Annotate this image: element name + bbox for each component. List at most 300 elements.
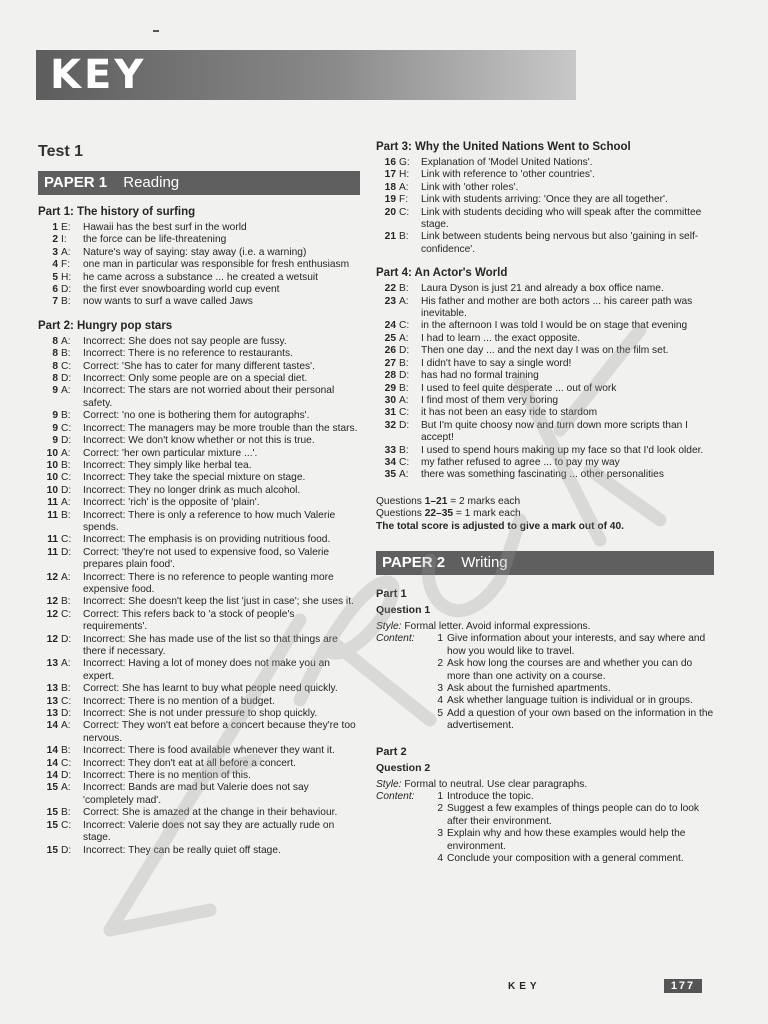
content-number: 1 <box>437 633 443 645</box>
answer-number: 22 <box>384 283 396 295</box>
answer-letter: B: <box>61 459 71 471</box>
answer-row <box>376 445 716 457</box>
marks-line-1 <box>376 496 716 508</box>
answer-number: 12 <box>46 596 58 608</box>
part3-title: Part 3: Why the United Nations Went to School <box>376 141 631 153</box>
answer-row <box>38 296 360 308</box>
answer-row <box>38 770 360 782</box>
answer-text: Link with students arriving: 'Once they are all together'. <box>421 194 668 206</box>
answer-number: 25 <box>384 332 396 344</box>
content-label <box>376 828 431 853</box>
writing-question2-title: Question 2 <box>376 761 431 774</box>
answer-row <box>38 708 360 720</box>
answer-letter: A: <box>61 447 71 459</box>
answer-number: 33 <box>384 444 396 456</box>
answer-number: 15 <box>46 819 58 831</box>
answer-number: 30 <box>384 394 396 406</box>
writing-part2-content <box>376 791 716 865</box>
answer-text: Correct: 'they're not used to expensive food, so Valerie prepares plain food'. <box>83 546 330 571</box>
answer-text: Incorrect: There is no mention of a budget. <box>83 695 275 707</box>
answer-letter: D: <box>399 345 410 357</box>
answer-number: 5 <box>52 271 58 283</box>
answer-number: 11 <box>47 546 58 558</box>
writing-part2-style <box>376 779 716 791</box>
answer-number: 12 <box>46 608 58 620</box>
answer-number: 4 <box>52 259 58 271</box>
answer-number: 8 <box>52 335 58 347</box>
answer-text: Incorrect: Valerie does not say they are actually rude on stage. <box>83 819 335 844</box>
content-item <box>376 828 716 853</box>
answer-number: 11 <box>47 509 58 521</box>
answer-row <box>38 485 360 497</box>
answer-number: 15 <box>46 782 58 794</box>
answer-letter: B: <box>399 283 409 295</box>
answer-text: His father and mother are both actors ... his career path was inevitable. <box>421 295 693 320</box>
content-text: Conclude your composition with a general comment. <box>447 853 684 865</box>
part1-answers <box>38 222 360 309</box>
answer-text: one man in particular was responsible for fresh enthusiasm <box>83 259 350 271</box>
part4-title: Part 4: An Actor's World <box>376 267 508 280</box>
answer-letter: C: <box>61 534 72 546</box>
answer-text: Incorrect: The emphasis is on providing nutritious food. <box>83 534 331 546</box>
answer-letter: I: <box>61 234 67 246</box>
answer-text: Link with students deciding who will speak after the committee stage. <box>421 206 702 231</box>
answer-row <box>38 634 360 659</box>
answer-letter: D: <box>61 284 72 296</box>
content-item <box>376 708 716 733</box>
answer-number: 34 <box>384 456 396 468</box>
answer-letter: D: <box>61 373 72 385</box>
content-label <box>376 658 431 683</box>
answer-letter: A: <box>61 571 71 583</box>
answer-letter: A: <box>399 295 409 307</box>
answer-letter: A: <box>61 720 71 732</box>
answer-text: Incorrect: She is not under pressure to shop quickly. <box>83 708 318 720</box>
answer-number: 8 <box>52 373 58 385</box>
part4-answers <box>376 283 716 482</box>
content-text: Introduce the topic. <box>447 791 534 803</box>
answer-row <box>38 758 360 770</box>
content-label <box>376 695 431 707</box>
answer-text: Laura Dyson is just 21 and already a box office name. <box>421 283 664 295</box>
marks-total: The total score is adjusted to give a mark out of 40. <box>376 520 624 532</box>
answer-text: Incorrect: They can be really quiet off stage. <box>83 844 281 856</box>
answer-number: 8 <box>52 360 58 372</box>
answer-text: I used to feel quite desperate ... out of work <box>421 382 617 394</box>
answer-number: 10 <box>46 447 58 459</box>
answer-text: the force can be life-threatening <box>83 234 227 246</box>
answer-row <box>376 345 716 357</box>
answer-number: 19 <box>384 194 396 206</box>
key-title: KEY <box>50 52 147 98</box>
answer-text: Link with reference to 'other countries'. <box>421 169 595 181</box>
answer-number: 13 <box>46 708 58 720</box>
marks-line-1-range: 1–21 <box>424 495 448 507</box>
answer-text: Incorrect: Only some people are on a special diet. <box>83 373 308 385</box>
answer-number: 10 <box>46 484 58 496</box>
answer-letter: B: <box>399 231 409 243</box>
answer-row <box>376 283 716 295</box>
answer-number: 6 <box>52 284 58 296</box>
answer-text: now wants to surf a wave called Jaws <box>83 296 253 308</box>
answer-number: 3 <box>52 246 58 258</box>
answer-letter: C: <box>61 422 72 434</box>
content-number: 2 <box>437 658 443 670</box>
answer-text: Incorrect: Having a lot of money does not make you an expert. <box>83 658 330 682</box>
answer-text: Incorrect: They no longer drink as much alcohol. <box>83 484 301 496</box>
answer-number: 14 <box>46 770 58 782</box>
answer-row <box>38 472 360 484</box>
answer-row <box>376 358 716 370</box>
answer-letter: A: <box>61 246 71 258</box>
answer-number: 17 <box>384 169 396 181</box>
answer-text: Correct: They won't eat before a concert because they're too nervous. <box>83 720 356 744</box>
answer-text: Incorrect: The managers may be more trouble than the stars. <box>83 422 358 434</box>
marks-line-2-range: 22–35 <box>424 508 454 520</box>
answer-text: Hawaii has the best surf in the world <box>83 222 247 233</box>
answer-letter: G: <box>399 157 410 168</box>
content-label: Content: <box>376 791 415 803</box>
answer-row <box>38 284 360 296</box>
answer-text: Incorrect: There is food available whenever they want it. <box>83 745 335 757</box>
content-text: Add a question of your own based on the information in the advertisement. <box>447 707 714 732</box>
answer-row <box>38 720 360 745</box>
answer-row <box>38 807 360 819</box>
paper2-name: Writing <box>461 553 508 571</box>
answer-number: 16 <box>384 157 396 168</box>
answer-row <box>376 407 716 419</box>
answer-text: Incorrect: There is no reference to restaurants. <box>83 348 293 360</box>
content-number: 3 <box>437 828 443 840</box>
answer-text: Correct: 'She has to cater for many different tastes'. <box>83 360 315 372</box>
answer-number: 26 <box>384 345 396 357</box>
content-item <box>376 791 716 803</box>
answer-number: 20 <box>384 206 396 218</box>
answer-letter: B: <box>61 509 71 521</box>
answer-letter: B: <box>61 807 71 819</box>
answer-number: 31 <box>384 407 396 419</box>
answer-letter: B: <box>61 348 71 360</box>
answer-text: there was something fascinating ... other personalities <box>421 469 664 481</box>
answer-letter: B: <box>61 683 71 695</box>
answer-letter: B: <box>399 382 409 394</box>
part1-title: Part 1: The history of surfing <box>38 206 196 218</box>
answer-row <box>38 373 360 385</box>
answer-row <box>376 383 716 395</box>
content-label: Content: <box>376 633 415 645</box>
answer-row <box>376 231 716 256</box>
answer-number: 7 <box>52 296 58 308</box>
content-item <box>376 853 716 865</box>
answer-row <box>38 510 360 535</box>
content-number: 5 <box>437 707 443 719</box>
answer-number: 32 <box>384 419 396 431</box>
answer-row <box>38 247 360 259</box>
answer-row <box>376 370 716 382</box>
answer-text: Incorrect: There is only a reference to how much Valerie spends. <box>83 509 336 533</box>
answer-number: 9 <box>52 410 58 422</box>
answer-letter: D: <box>399 419 410 431</box>
marks-line-2-rest: = 1 mark each <box>453 508 521 520</box>
answer-row <box>38 820 360 845</box>
answer-text: Correct: 'no one is bothering them for autographs'. <box>83 410 310 422</box>
content-text: Give information about your interests, and say where and how you would like to travel. <box>447 633 706 657</box>
answer-letter: A: <box>61 782 71 794</box>
content-item <box>376 695 716 707</box>
stray-mark <box>153 30 159 32</box>
answer-letter: B: <box>61 745 71 757</box>
answer-letter: C: <box>399 320 410 332</box>
paper1-name: Reading <box>123 174 180 191</box>
answer-row <box>38 609 360 634</box>
answer-row <box>38 683 360 695</box>
answer-letter: D: <box>61 844 72 856</box>
answer-number: 1 <box>52 222 58 233</box>
answer-text: Incorrect: They take the special mixture on stage. <box>83 472 306 484</box>
answer-row <box>38 348 360 360</box>
answer-text: I find most of them very boring <box>421 394 559 406</box>
answer-number: 11 <box>47 534 58 546</box>
answer-row <box>38 596 360 608</box>
answer-row <box>38 448 360 460</box>
answer-text: I had to learn ... the exact opposite. <box>421 332 581 344</box>
answer-letter: D: <box>61 633 72 645</box>
style-label: Style: <box>376 778 402 790</box>
answer-row <box>376 420 716 445</box>
answer-letter: D: <box>61 770 72 782</box>
answer-letter: A: <box>61 658 71 670</box>
answer-text: Explanation of 'Model United Nations'. <box>421 157 593 168</box>
answer-letter: C: <box>399 456 410 468</box>
part3-answers <box>376 157 716 256</box>
answer-number: 12 <box>46 571 58 583</box>
answer-row <box>376 320 716 332</box>
answer-number: 23 <box>384 295 396 307</box>
answer-row <box>38 234 360 246</box>
writing-part1-style <box>376 621 716 633</box>
answer-number: 8 <box>52 348 58 360</box>
answer-row <box>38 222 360 234</box>
answer-row <box>38 336 360 348</box>
answer-row <box>38 259 360 271</box>
answer-row <box>38 534 360 546</box>
answer-text: Incorrect: She does not say people are fussy. <box>83 335 287 347</box>
answer-row <box>38 782 360 807</box>
answer-letter: F: <box>399 194 409 206</box>
answer-row <box>38 410 360 422</box>
left-column <box>38 142 360 857</box>
content-text: Explain why and how these examples would help the environment. <box>447 828 686 852</box>
paper2-bar <box>376 551 714 575</box>
answer-letter: C: <box>61 757 72 769</box>
answer-row <box>38 845 360 857</box>
content-text: Ask whether language tuition is individual or in groups. <box>447 695 693 707</box>
marks-line-2 <box>376 508 716 520</box>
writing-part1-title: Part 1 <box>376 587 407 600</box>
style-text: Formal to neutral. Use clear paragraphs. <box>404 778 588 790</box>
answer-text: Correct: She is amazed at the change in their behaviour. <box>83 807 338 819</box>
marks-line-1-prefix: Questions <box>376 495 425 507</box>
answer-number: 13 <box>46 683 58 695</box>
answer-number: 24 <box>384 320 396 332</box>
answer-number: 14 <box>46 720 58 732</box>
answer-letter: C: <box>61 819 72 831</box>
answer-row <box>376 194 716 206</box>
answer-number: 35 <box>384 469 396 481</box>
answer-letter: C: <box>61 472 72 484</box>
content-label <box>376 853 431 865</box>
answer-row <box>376 333 716 345</box>
answer-letter: F: <box>61 259 71 271</box>
answer-row <box>376 182 716 194</box>
answer-letter: D: <box>61 546 72 558</box>
answer-letter: D: <box>61 435 72 447</box>
answer-letter: B: <box>61 410 71 422</box>
answer-letter: H: <box>61 271 72 283</box>
answer-row <box>38 423 360 435</box>
answer-row <box>38 572 360 597</box>
answer-number: 9 <box>52 435 58 447</box>
content-item <box>376 658 716 683</box>
answer-row <box>38 696 360 708</box>
answer-number: 10 <box>46 472 58 484</box>
answer-row <box>376 157 716 169</box>
answer-text: Incorrect: Bands are mad but Valerie does not say 'completely mad'. <box>83 782 309 806</box>
answer-number: 12 <box>46 633 58 645</box>
writing-part2-title: Part 2 <box>376 745 407 758</box>
answer-text: Incorrect: The stars are not worried about their personal safety. <box>83 385 335 409</box>
answer-letter: B: <box>61 596 71 608</box>
writing-part1-content <box>376 633 716 732</box>
answer-number: 15 <box>46 844 58 856</box>
paper1-number: PAPER 1 <box>44 174 108 191</box>
page-number: 177 <box>664 979 702 993</box>
answer-number: 28 <box>384 370 396 382</box>
answer-row <box>38 460 360 472</box>
content-item <box>376 803 716 828</box>
answer-letter: C: <box>61 608 72 620</box>
answer-text: he came across a substance ... he created a wetsuit <box>83 271 319 283</box>
writing-question1-title: Question 1 <box>376 603 431 616</box>
answer-row <box>376 207 716 232</box>
paper2-number: PAPER 2 <box>382 553 446 571</box>
answer-text: Incorrect: She doesn't keep the list 'just in case'; she uses it. <box>83 596 354 608</box>
answer-text: Incorrect: They simply like herbal tea. <box>83 459 252 471</box>
marks-line-1-rest: = 2 marks each <box>447 495 521 507</box>
answer-letter: H: <box>399 169 410 181</box>
answer-text: Correct: This refers back to 'a stock of people's requirements'. <box>83 608 295 633</box>
answer-row <box>38 361 360 373</box>
content-label <box>376 803 431 828</box>
key-banner <box>36 50 576 100</box>
answer-text: I used to spend hours making up my face so that I'd look older. <box>421 444 704 456</box>
answer-letter: C: <box>61 360 72 372</box>
content-number: 3 <box>437 683 443 694</box>
answer-letter: C: <box>61 695 72 707</box>
answer-row <box>38 435 360 447</box>
answer-number: 15 <box>46 807 58 819</box>
answer-number: 9 <box>52 385 58 397</box>
answer-row <box>376 169 716 181</box>
content-item <box>376 683 716 695</box>
paper1-bar <box>38 171 360 195</box>
answer-text: Incorrect: They don't eat at all before a concert. <box>83 757 296 769</box>
content-text: Ask how long the courses are and whether you can do more than one activity on a course. <box>447 658 693 682</box>
answer-text: Incorrect: We don't know whether or not this is true. <box>83 435 315 447</box>
answer-text: Incorrect: There is no mention of this. <box>83 770 251 782</box>
answer-number: 10 <box>46 459 58 471</box>
part2-answers <box>38 336 360 857</box>
answer-text: Correct: She has learnt to buy what people need quickly. <box>83 683 338 695</box>
answer-text: Link with 'other roles'. <box>421 181 519 193</box>
answer-letter: A: <box>399 469 409 481</box>
answer-row <box>376 457 716 469</box>
content-item <box>376 633 716 658</box>
answer-number: 14 <box>46 757 58 769</box>
answer-row <box>38 658 360 683</box>
answer-letter: C: <box>399 407 410 419</box>
answer-number: 18 <box>384 181 396 193</box>
answer-text: the first ever snowboarding world cup event <box>83 284 280 296</box>
answer-number: 14 <box>46 745 58 757</box>
answer-row <box>38 547 360 572</box>
answer-letter: C: <box>399 206 410 218</box>
answer-row <box>376 469 716 481</box>
answer-text: Nature's way of saying: stay away (i.e. a warning) <box>83 246 307 258</box>
answer-number: 11 <box>47 497 58 509</box>
answer-text: Incorrect: 'rich' is the opposite of 'plain'. <box>83 497 260 509</box>
answer-text: Link between students being nervous but also 'gaining in self-confidence'. <box>421 231 699 255</box>
answer-number: 13 <box>46 695 58 707</box>
answer-letter: A: <box>61 335 71 347</box>
answer-letter: B: <box>61 296 71 308</box>
answer-text: But I'm quite choosy now and turn down more scripts than I accept! <box>421 419 688 444</box>
answer-letter: B: <box>399 357 409 369</box>
content-number: 4 <box>437 853 443 865</box>
answer-row <box>376 395 716 407</box>
answer-letter: A: <box>399 332 409 344</box>
part2-title: Part 2: Hungry pop stars <box>38 319 173 332</box>
footer-key-label: KEY <box>508 981 541 992</box>
answer-letter: D: <box>399 370 410 382</box>
marks-line-2-prefix: Questions <box>376 508 425 520</box>
answer-text: Incorrect: There is no reference to people wanting more expensive food. <box>83 571 334 595</box>
answer-letter: E: <box>61 222 71 233</box>
content-label <box>376 683 431 695</box>
answer-text: my father refused to agree ... to pay my way <box>421 456 620 468</box>
answer-number: 29 <box>384 382 396 394</box>
answer-row <box>38 745 360 757</box>
answer-text: it has not been an easy ride to stardom <box>421 407 598 419</box>
style-text: Formal letter. Avoid informal expressions. <box>404 620 591 632</box>
answer-number: 9 <box>52 422 58 434</box>
answer-number: 2 <box>52 234 58 246</box>
answer-number: 13 <box>46 658 58 670</box>
answer-letter: A: <box>61 497 71 509</box>
marks-summary <box>376 496 716 533</box>
content-text: Ask about the furnished apartments. <box>447 683 611 694</box>
answer-text: Incorrect: She has made use of the list so that things are there if necessary. <box>83 633 338 657</box>
style-label: Style: <box>376 620 402 632</box>
test-title: Test 1 <box>38 143 84 160</box>
answer-letter: A: <box>61 385 71 397</box>
right-column <box>376 140 716 865</box>
content-number: 1 <box>437 791 443 803</box>
content-label <box>376 708 431 733</box>
answer-row <box>38 497 360 509</box>
answer-text: I didn't have to say a single word! <box>421 357 572 369</box>
answer-letter: B: <box>399 444 409 456</box>
